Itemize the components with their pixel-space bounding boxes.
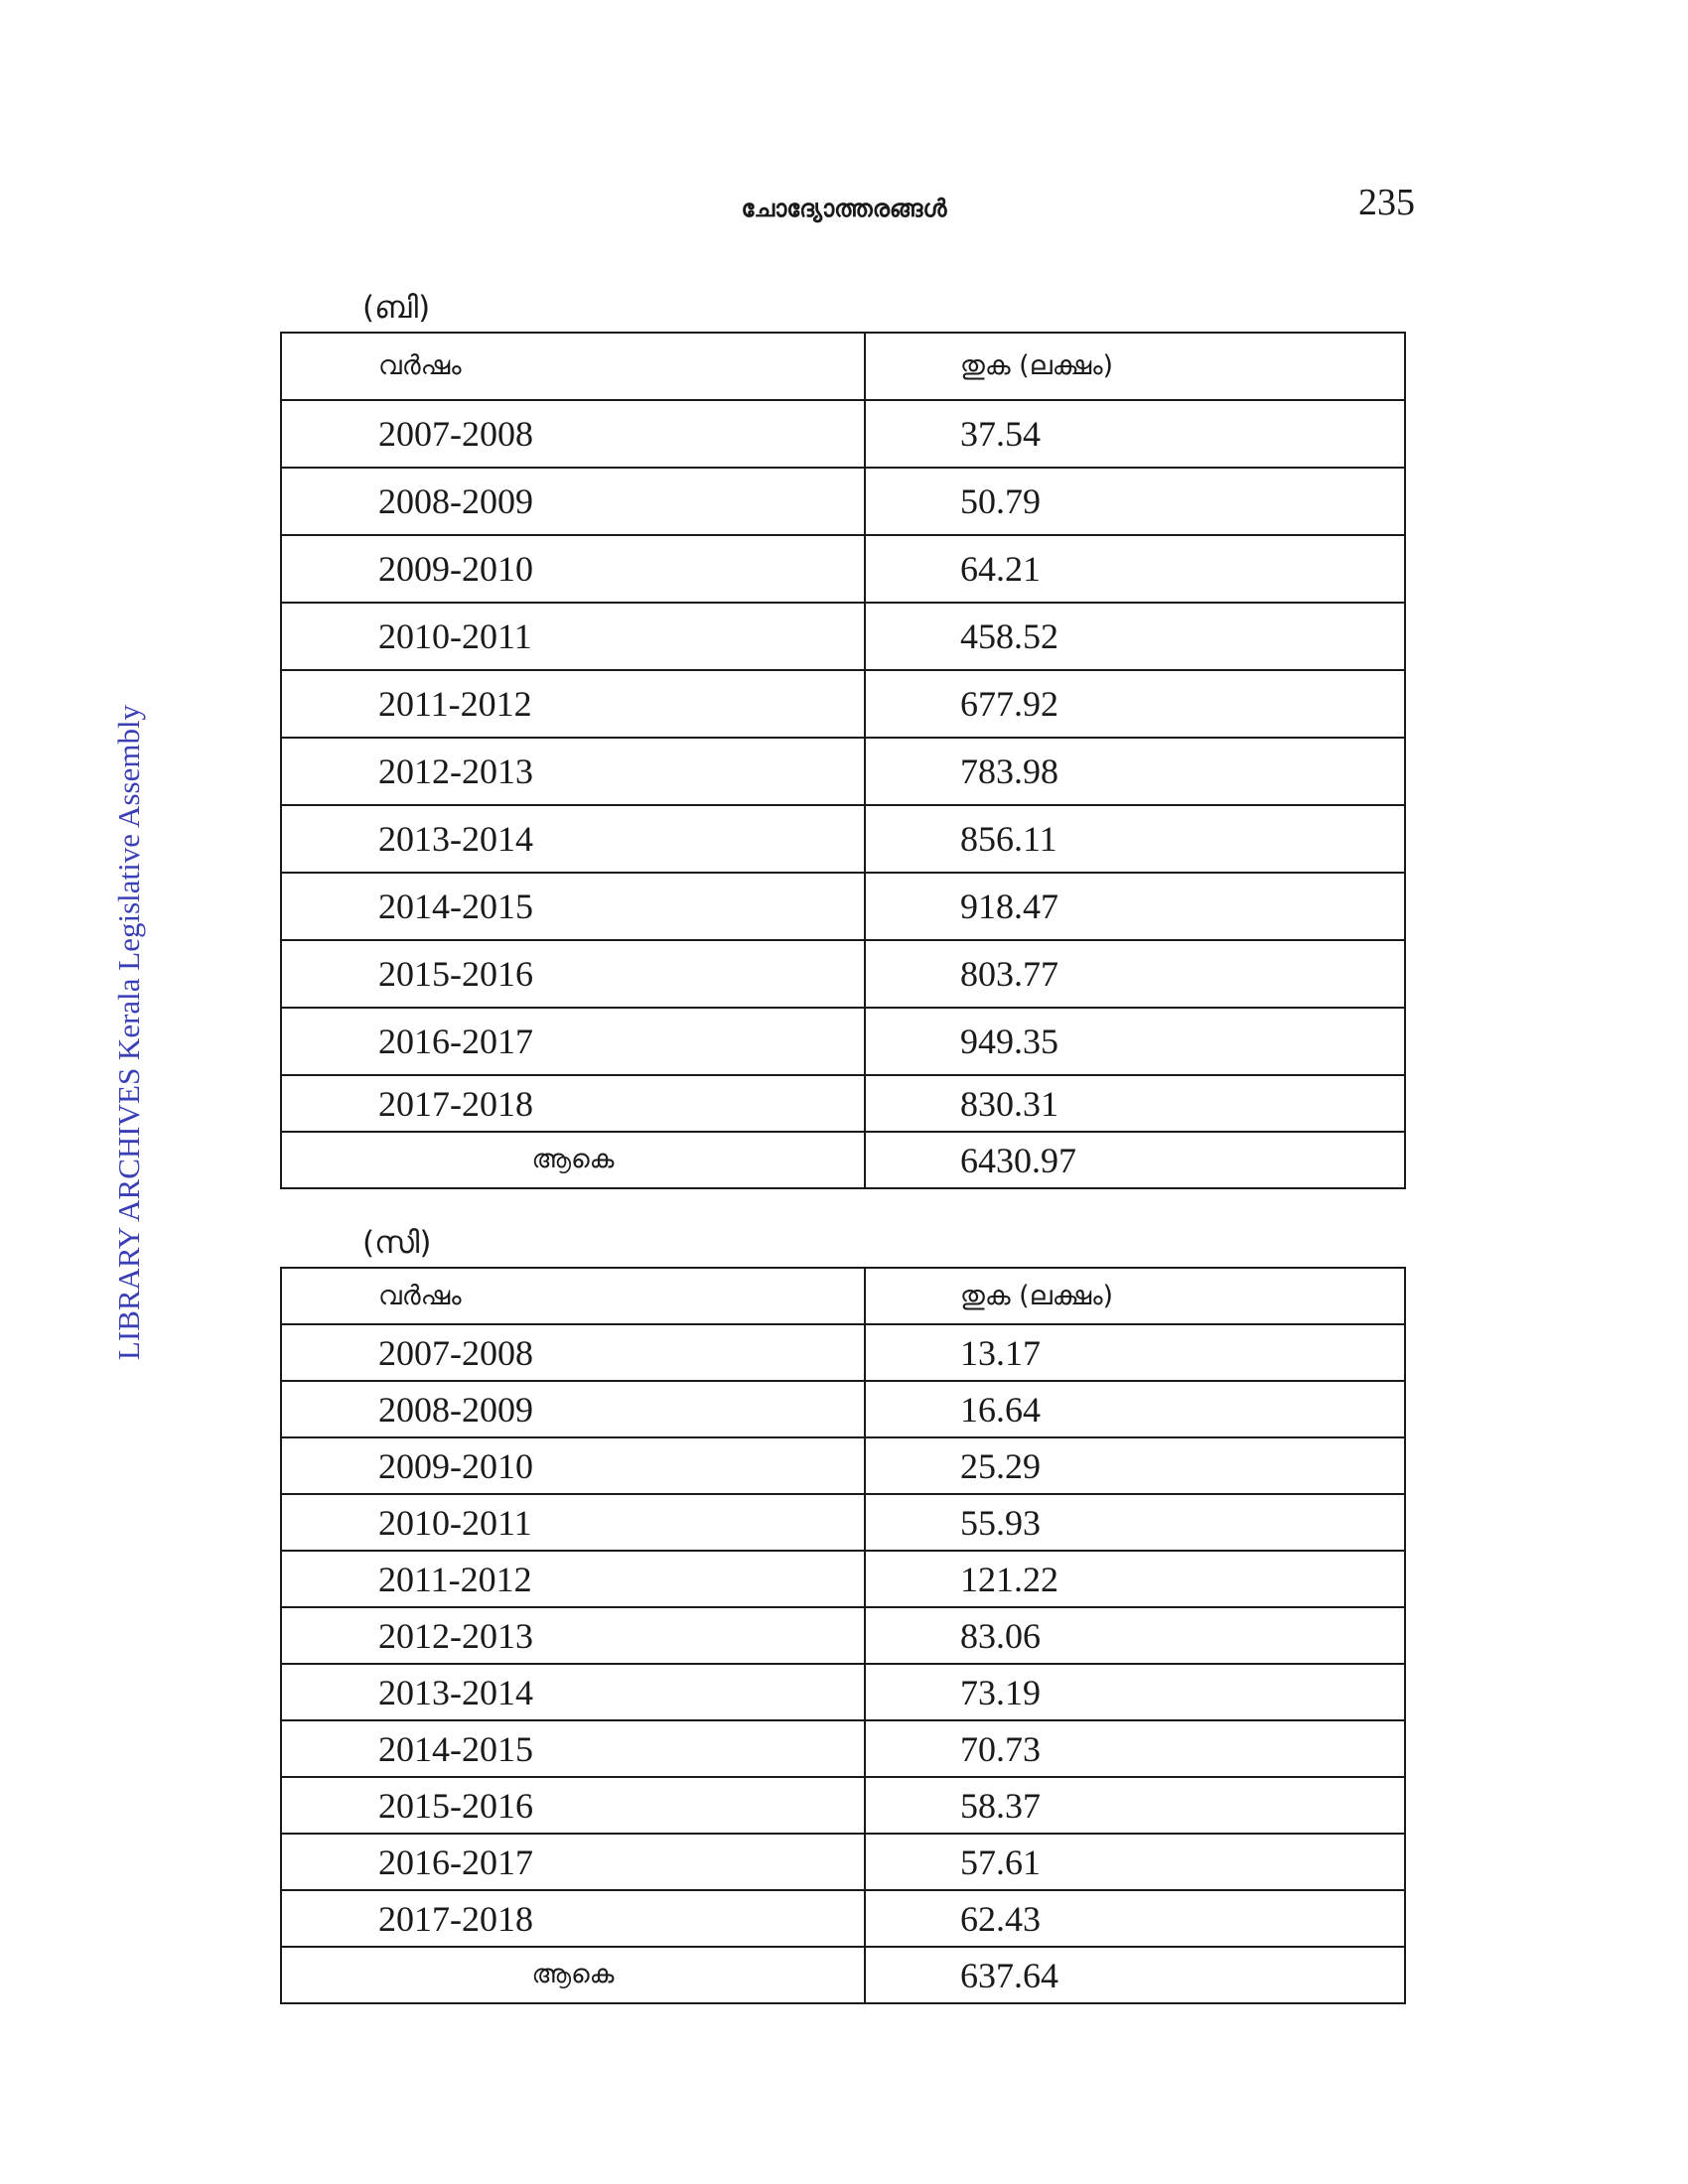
year-cell: 2013-2014 — [281, 805, 865, 873]
year-cell: 2017-2018 — [281, 1075, 865, 1132]
table-header-row — [281, 333, 1405, 400]
year-cell: 2008-2009 — [281, 468, 865, 535]
amount-cell: 121.22 — [865, 1551, 1405, 1607]
table-row — [281, 670, 1405, 738]
year-cell: 2015-2016 — [281, 940, 865, 1008]
amount-cell: 58.37 — [865, 1777, 1405, 1834]
amount-cell: 16.64 — [865, 1381, 1405, 1437]
year-cell: 2007-2008 — [281, 1324, 865, 1381]
table-row — [281, 1381, 1405, 1437]
table-b-label: (ബി) — [362, 290, 431, 326]
year-cell: 2011-2012 — [281, 1551, 865, 1607]
column-header-year: വർഷം — [281, 333, 865, 400]
table-row — [281, 1075, 1405, 1132]
table-row — [281, 1834, 1405, 1890]
table-row — [281, 535, 1405, 603]
amount-cell: 62.43 — [865, 1890, 1405, 1947]
year-cell: 2013-2014 — [281, 1664, 865, 1720]
running-head: ചോദ്യോത്തരങ്ങൾ — [741, 195, 947, 222]
amount-cell: 783.98 — [865, 738, 1405, 805]
table-row — [281, 1551, 1405, 1607]
amount-cell: 803.77 — [865, 940, 1405, 1008]
table-row — [281, 1720, 1405, 1777]
amount-cell: 64.21 — [865, 535, 1405, 603]
table-row — [281, 1324, 1405, 1381]
table-row — [281, 603, 1405, 670]
total-label: ആകെ — [281, 1947, 865, 2003]
amount-cell: 830.31 — [865, 1075, 1405, 1132]
total-value: 6430.97 — [865, 1132, 1405, 1188]
year-cell: 2016-2017 — [281, 1834, 865, 1890]
table-row — [281, 1437, 1405, 1494]
amount-cell: 25.29 — [865, 1437, 1405, 1494]
table-c — [280, 1267, 1406, 2004]
column-header-amount: തുക (ലക്ഷം) — [865, 1268, 1405, 1324]
amount-cell: 458.52 — [865, 603, 1405, 670]
total-label: ആകെ — [281, 1132, 865, 1188]
library-archives-watermark: LIBRARY ARCHIVES Kerala Legislative Assembly — [111, 704, 146, 1361]
table-b-body — [281, 333, 1405, 1188]
column-header-year: വർഷം — [281, 1268, 865, 1324]
year-cell: 2009-2010 — [281, 535, 865, 603]
year-cell: 2017-2018 — [281, 1890, 865, 1947]
column-header-amount: തുക (ലക്ഷം) — [865, 333, 1405, 400]
table-row — [281, 468, 1405, 535]
year-cell: 2016-2017 — [281, 1008, 865, 1075]
amount-cell: 70.73 — [865, 1720, 1405, 1777]
table-row — [281, 940, 1405, 1008]
amount-cell: 856.11 — [865, 805, 1405, 873]
amount-cell: 13.17 — [865, 1324, 1405, 1381]
year-cell: 2011-2012 — [281, 670, 865, 738]
year-cell: 2014-2015 — [281, 873, 865, 940]
amount-cell: 50.79 — [865, 468, 1405, 535]
table-row — [281, 1008, 1405, 1075]
amount-cell: 37.54 — [865, 400, 1405, 468]
year-cell: 2012-2013 — [281, 738, 865, 805]
table-row — [281, 873, 1405, 940]
total-value: 637.64 — [865, 1947, 1405, 2003]
year-cell: 2010-2011 — [281, 1494, 865, 1551]
amount-cell: 918.47 — [865, 873, 1405, 940]
amount-cell: 55.93 — [865, 1494, 1405, 1551]
table-row — [281, 400, 1405, 468]
table-header-row — [281, 1268, 1405, 1324]
total-row — [281, 1132, 1405, 1188]
table-row — [281, 1664, 1405, 1720]
table-row — [281, 738, 1405, 805]
table-row — [281, 1607, 1405, 1664]
amount-cell: 57.61 — [865, 1834, 1405, 1890]
table-row — [281, 1777, 1405, 1834]
amount-cell: 83.06 — [865, 1607, 1405, 1664]
table-row — [281, 1494, 1405, 1551]
year-cell: 2012-2013 — [281, 1607, 865, 1664]
table-c-body — [281, 1268, 1405, 2003]
amount-cell: 677.92 — [865, 670, 1405, 738]
amount-cell: 73.19 — [865, 1664, 1405, 1720]
amount-cell: 949.35 — [865, 1008, 1405, 1075]
table-row — [281, 805, 1405, 873]
table-row — [281, 1890, 1405, 1947]
table-b — [280, 332, 1406, 1189]
year-cell: 2009-2010 — [281, 1437, 865, 1494]
year-cell: 2007-2008 — [281, 400, 865, 468]
page-number: 235 — [1358, 182, 1415, 223]
year-cell: 2015-2016 — [281, 1777, 865, 1834]
table-c-label: (സി) — [362, 1225, 432, 1261]
year-cell: 2010-2011 — [281, 603, 865, 670]
total-row — [281, 1947, 1405, 2003]
year-cell: 2008-2009 — [281, 1381, 865, 1437]
year-cell: 2014-2015 — [281, 1720, 865, 1777]
